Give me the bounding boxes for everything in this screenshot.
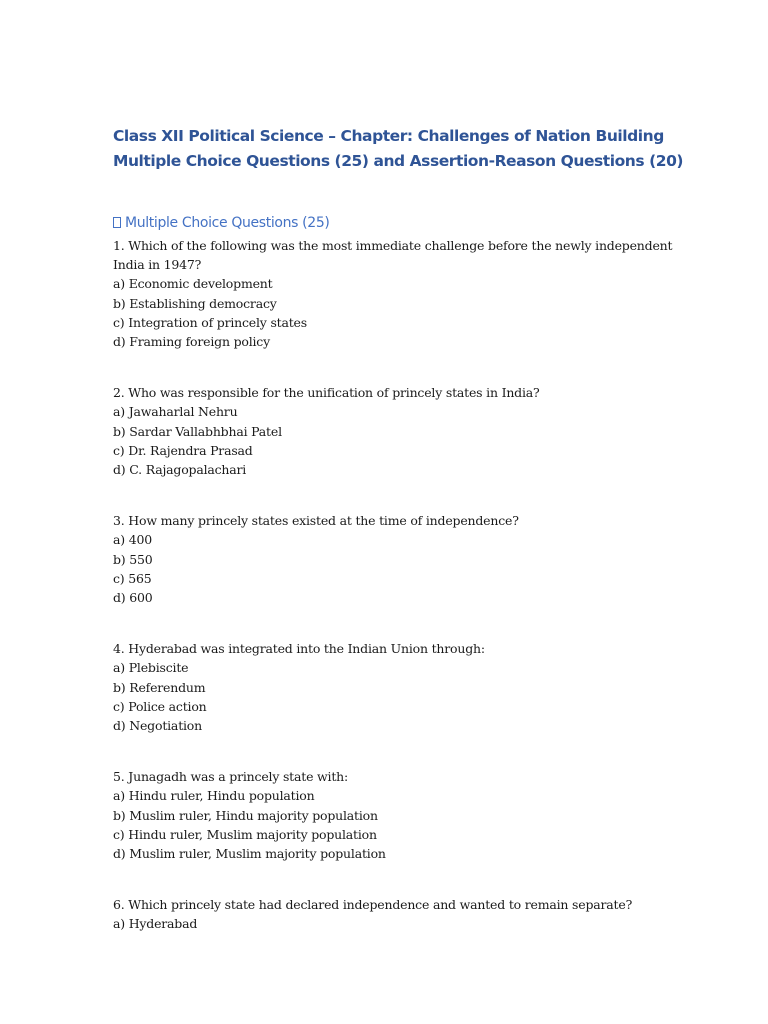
answer-option: a) 400: [113, 532, 152, 548]
question-list: [113, 236, 673, 934]
answer-option: c) Police action: [113, 698, 207, 714]
answer-option: c) Integration of princely states: [113, 314, 307, 330]
question-text: 5. Junagadh was a princely state with:: [113, 769, 349, 785]
answer-option: d) Negotiation: [113, 718, 202, 734]
question-item: [113, 383, 673, 479]
question-item: [113, 639, 673, 735]
question-item: [113, 895, 673, 933]
answer-option: d) C. Rajagopalachari: [113, 462, 247, 478]
answer-option: c) 565: [113, 570, 152, 586]
document-title-line-1: Class XII Political Science – Chapter: Challenges of Nation Building: [113, 127, 664, 145]
answer-option: d) Framing foreign policy: [113, 334, 270, 350]
section-heading: [113, 212, 330, 234]
answer-option: b) 550: [113, 551, 153, 567]
question-text: 3. How many princely states existed at the time of independence?: [113, 513, 519, 529]
question-item: [113, 236, 673, 351]
question-text: 6. Which princely state had declared independence and wanted to remain separate?: [113, 897, 633, 913]
missing-glyph-icon: [113, 217, 121, 228]
answer-option: a) Hindu ruler, Hindu population: [113, 788, 315, 804]
answer-option: b) Establishing democracy: [113, 295, 277, 311]
answer-option: d) 600: [113, 590, 153, 606]
answer-option: b) Sardar Vallabhbhai Patel: [113, 423, 282, 439]
question-text: 1. Which of the following was the most immediate challenge before the newly independent India in 1947?: [113, 238, 673, 273]
answer-option: a) Jawaharlal Nehru: [113, 404, 238, 420]
question-text: 4. Hyderabad was integrated into the Indian Union through:: [113, 641, 485, 657]
question-item: [113, 767, 673, 863]
section-heading-label: Multiple Choice Questions (25): [125, 215, 330, 231]
question-item: [113, 511, 673, 607]
answer-option: b) Referendum: [113, 679, 206, 695]
answer-option: b) Muslim ruler, Hindu majority population: [113, 807, 378, 823]
answer-option: c) Dr. Rajendra Prasad: [113, 442, 253, 458]
answer-option: d) Muslim ruler, Muslim majority population: [113, 846, 386, 862]
answer-option: a) Hyderabad: [113, 916, 198, 932]
answer-option: a) Plebiscite: [113, 660, 189, 676]
answer-option: c) Hindu ruler, Muslim majority population: [113, 826, 377, 842]
document-title: [113, 124, 733, 174]
document-title-line-2: Multiple Choice Questions (25) and Assertion-Reason Questions (20): [113, 152, 684, 170]
question-text: 2. Who was responsible for the unification of princely states in India?: [113, 385, 540, 401]
answer-option: a) Economic development: [113, 276, 273, 292]
